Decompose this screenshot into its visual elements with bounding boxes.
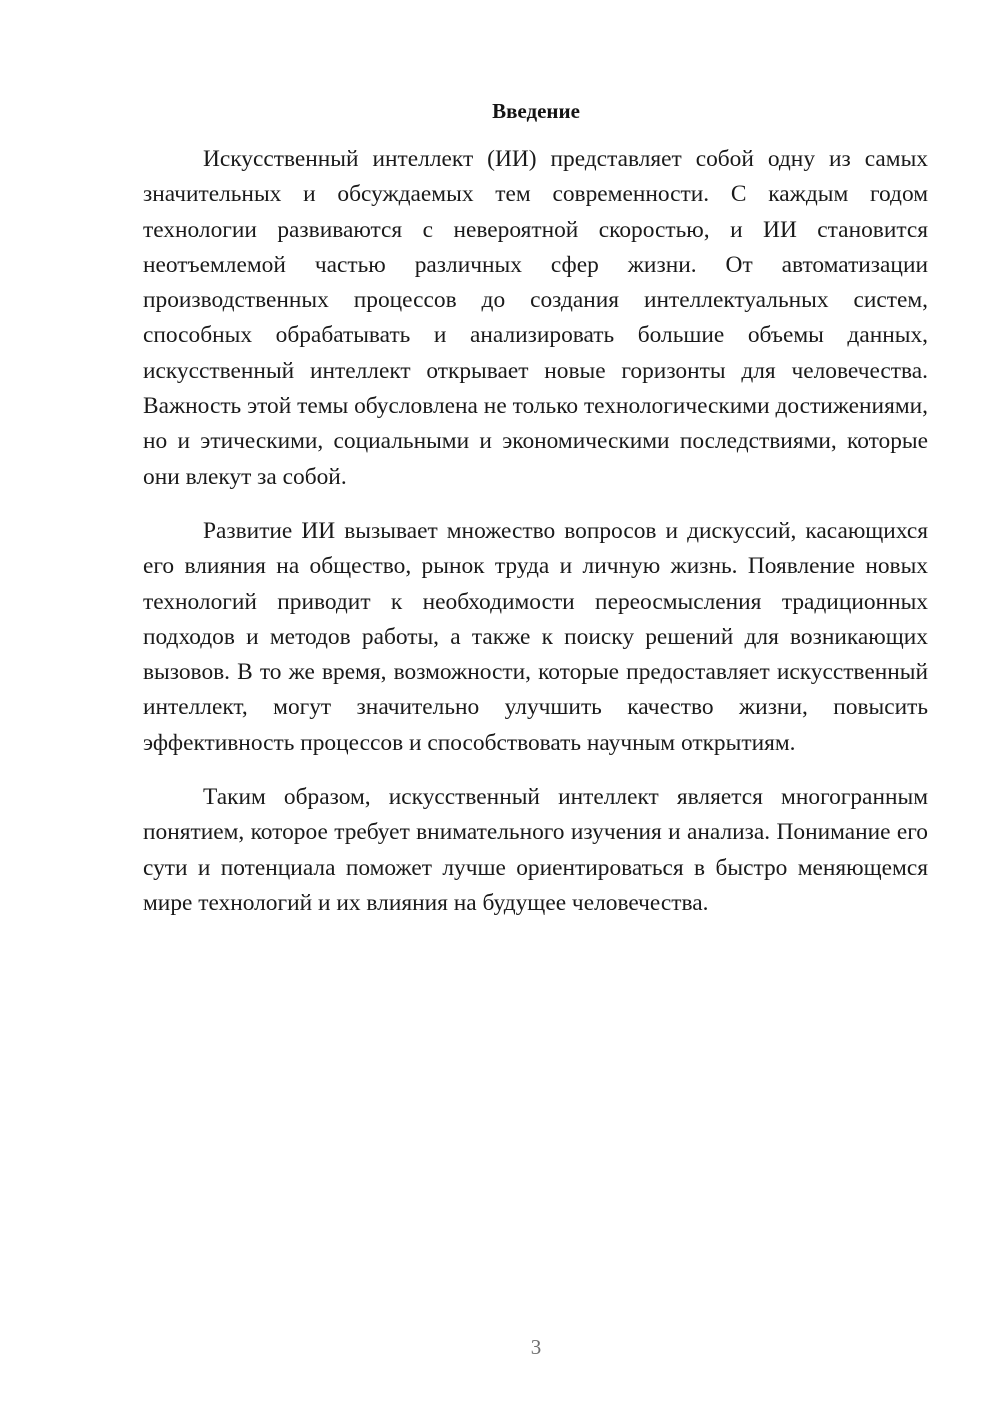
paragraph-1: Искусственный интеллект (ИИ) представляет собой одну из самых значительных и обсуждаемых тем современности. С каждым годом технологии развиваются с невероятной скоростью, и ИИ становится неотъемлемой частью различных сфер жизни. От автоматизации производственных процессов до создания интеллектуальных систем, способных обрабатывать и анализировать большие объемы данных, искусственный интеллект открывает новые горизонты для человечества. Важность этой темы обусловлена не только технологическими достижениями, но и этическими, социальными и экономическими последствиями, которые они влекут за собой.	[143, 146, 928, 490]
body-text	[143, 142, 928, 921]
page-number: 3	[530, 1335, 542, 1359]
paragraph-2: Развитие ИИ вызывает множество вопросов и дискуссий, касающихся его влияния на общество, рынок труда и личную жизнь. Появление новых технологий приводит к необходимости переосмысления традиционных подходов и методов работы, а также к поиску решений для возникающих вызовов. В то же время, возможности, которые предоставляет искусственный интеллект, могут значительно улучшить качество жизни, повысить эффективность процессов и способствовать научным открытиям.	[143, 517, 928, 756]
section-heading: Введение	[492, 99, 580, 123]
paragraph-3: Таким образом, искусственный интеллект является многогранным понятием, которое требует внимательного изучения и анализа. Понимание его сути и потенциала поможет лучше ориентироваться в быстро меняющемся мире технологий и их влияния на будущее человечества.	[143, 784, 928, 916]
